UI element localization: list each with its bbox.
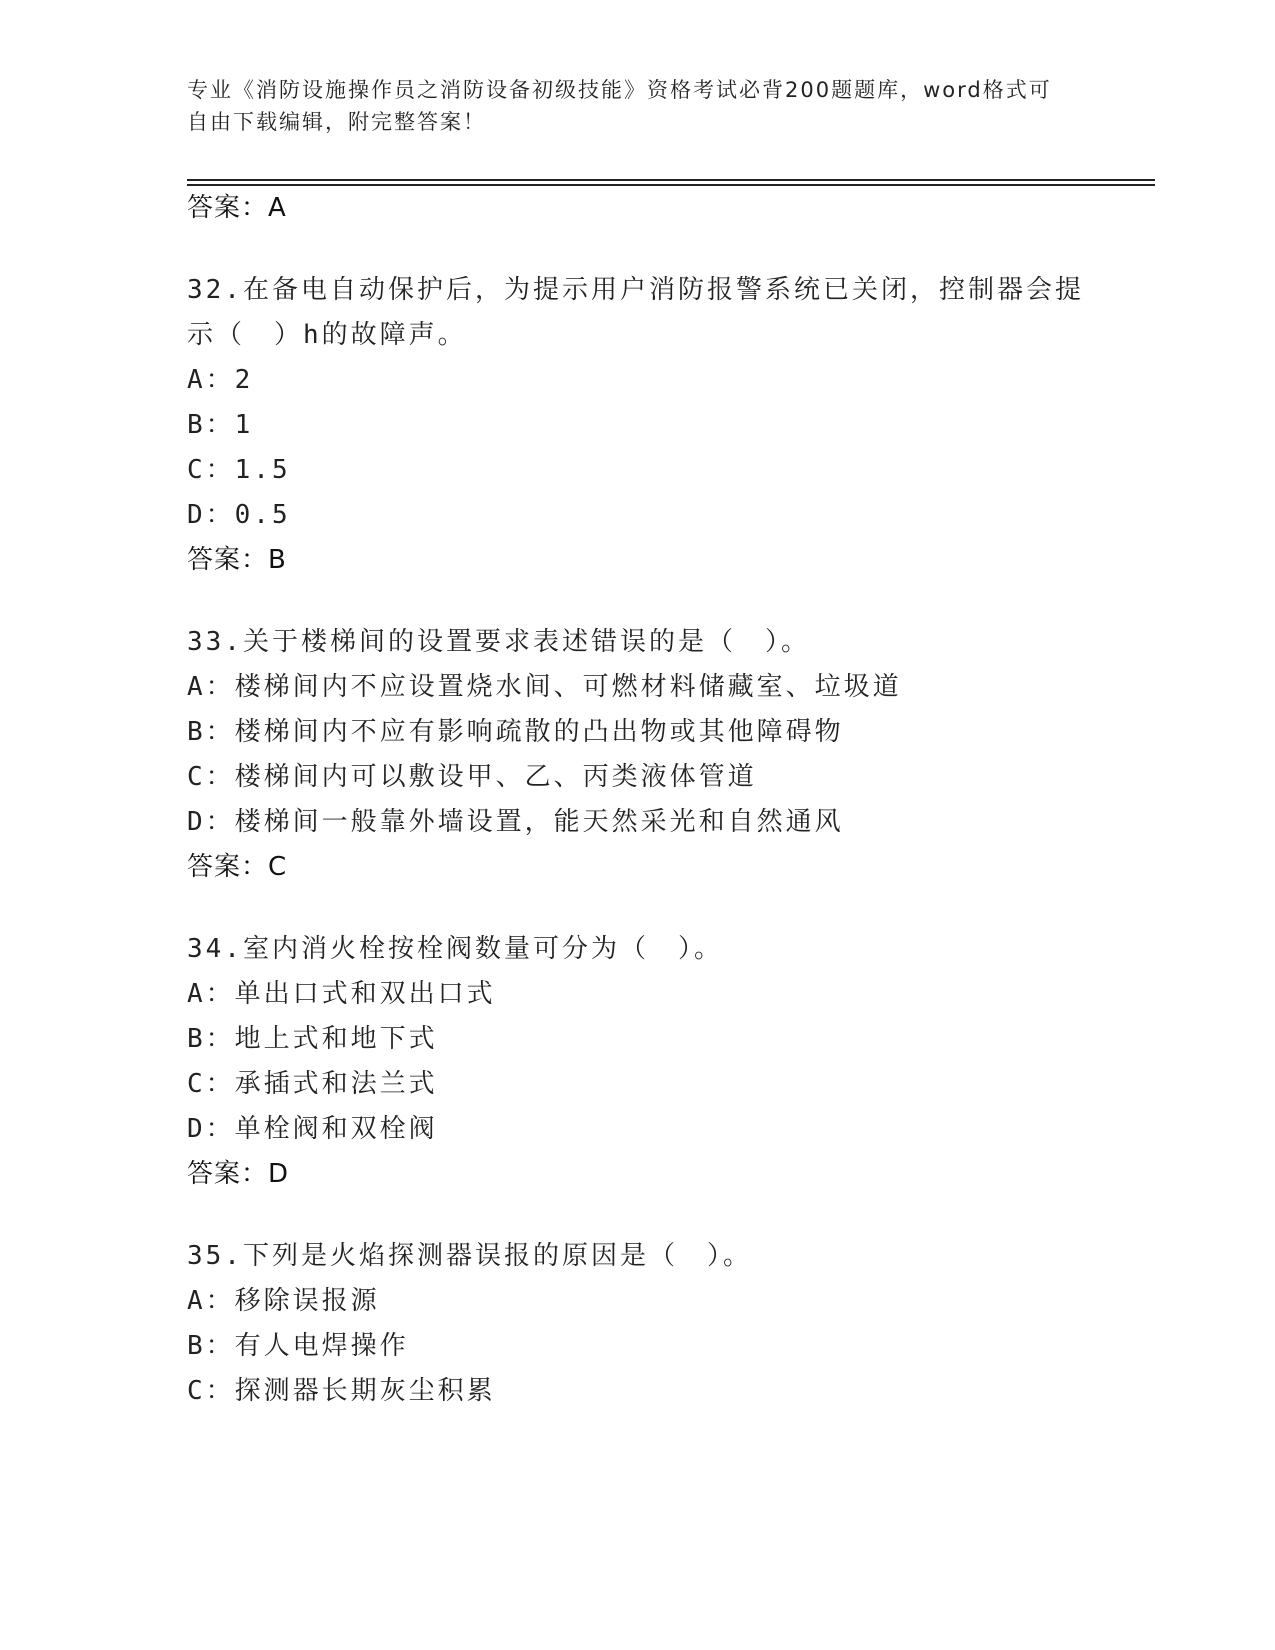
answer-line: 答案：D <box>187 1159 290 1189</box>
option-d: D：楼梯间一般靠外墙设置，能天然采光和自然通风 <box>187 807 844 837</box>
option-b: B：楼梯间内不应有影响疏散的凸出物或其他障碍物 <box>187 717 844 747</box>
option-b: B：1 <box>187 410 254 440</box>
question-stem: 33.关于楼梯间的设置要求表述错误的是（ ）。 <box>187 627 810 657</box>
question-32 <box>187 268 1087 584</box>
question-stem: 35.下列是火焰探测器误报的原因是（ ）。 <box>187 1241 752 1271</box>
question-list <box>187 186 1087 1414</box>
question-34 <box>187 927 1087 1198</box>
option-d: D：单栓阀和双栓阀 <box>187 1114 438 1144</box>
question-stem: 34.室内消火栓按栓阀数量可分为（ ）。 <box>187 934 723 964</box>
option-c: C：承插式和法兰式 <box>187 1069 438 1099</box>
option-a: A：单出口式和双出口式 <box>187 979 496 1009</box>
option-a: A：移除误报源 <box>187 1286 380 1316</box>
option-a: A：2 <box>187 365 254 395</box>
option-c: C：楼梯间内可以敷设甲、乙、丙类液体管道 <box>187 762 757 792</box>
question-33 <box>187 620 1087 891</box>
answer-line: 答案：C <box>187 852 288 882</box>
option-b: B：有人电焊操作 <box>187 1331 409 1361</box>
document-header: 专业《消防设施操作员之消防设备初级技能》资格考试必背200题题库，word格式可自由下载编辑，附完整答案！ <box>187 78 1052 134</box>
option-c: C：探测器长期灰尘积累 <box>187 1376 496 1406</box>
question-35 <box>187 1234 1087 1414</box>
option-a: A：楼梯间内不应设置烧水间、可燃材料储藏室、垃圾道 <box>187 672 902 702</box>
answer-line: 答案：B <box>187 545 287 575</box>
option-d: D：0.5 <box>187 500 291 530</box>
question-stem: 32.在备电自动保护后，为提示用户消防报警系统已关闭，控制器会提示（ ）h的故障声。 <box>187 275 1084 350</box>
header-divider-top <box>187 179 1155 181</box>
option-c: C：1.5 <box>187 455 291 485</box>
option-b: B：地上式和地下式 <box>187 1024 438 1054</box>
answer-line: 答案：A <box>187 193 287 223</box>
